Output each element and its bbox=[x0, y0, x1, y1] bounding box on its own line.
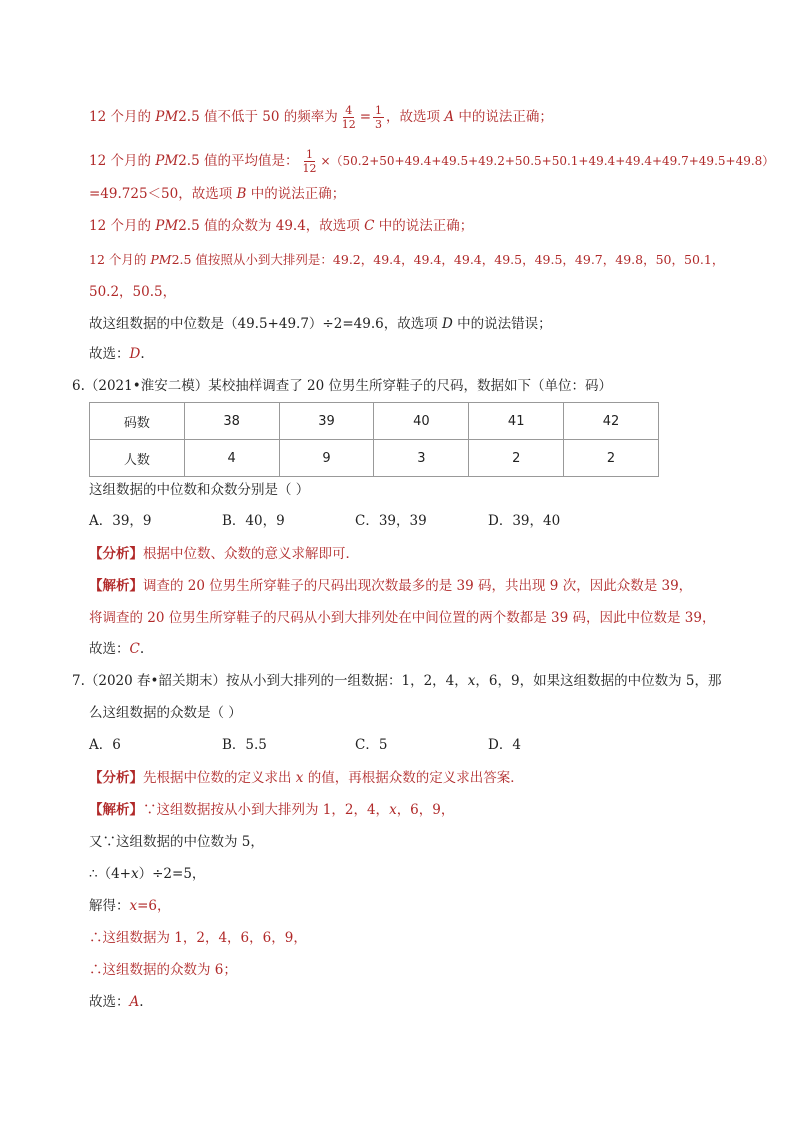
q7-analysis bbox=[89, 768, 524, 788]
text: ，6，9， bbox=[396, 802, 455, 818]
text: =6， bbox=[137, 898, 171, 914]
q7-answer bbox=[89, 992, 144, 1012]
q7-title-line-2 bbox=[89, 703, 242, 723]
q5-solution-line-6 bbox=[89, 282, 176, 302]
option-d: D．4 bbox=[488, 737, 521, 753]
text: 么这组数据的众数是（ ） bbox=[89, 705, 242, 721]
q7-solution-line-2 bbox=[89, 832, 264, 852]
table-cell: 42 bbox=[564, 403, 659, 440]
table-row bbox=[90, 440, 659, 477]
text: 将调查的 20 位男生所穿鞋子的尺码从小到大排列处在中间位置的两个数都是 39 码，因此中位数是 39， bbox=[89, 610, 716, 626]
table-cell: 41 bbox=[469, 403, 564, 440]
equals-sign: = bbox=[359, 109, 372, 125]
text: 12 个月的 bbox=[89, 252, 151, 267]
text: 2.5 值的平均值是： bbox=[178, 153, 299, 169]
q5-solution-line-4 bbox=[89, 216, 473, 236]
denominator: 12 bbox=[341, 118, 356, 131]
q7-solution-line-5 bbox=[89, 928, 307, 948]
q5-answer bbox=[89, 344, 145, 364]
text: 12 个月的 bbox=[89, 109, 156, 125]
text: ∴这组数据为 1，2，4，6，6，9， bbox=[89, 930, 307, 946]
text: 的值，再根据众数的定义求出答案． bbox=[303, 770, 524, 786]
fraction-4-12 bbox=[340, 104, 358, 131]
q7-solution-line-1 bbox=[89, 800, 454, 820]
text: 调查的 20 位男生所穿鞋子的尺码出现次数最多的是 39 码，共出现 9 次，因此众数是 39， bbox=[143, 578, 693, 594]
q6-solution-line-1 bbox=[89, 576, 692, 596]
answer-letter: A bbox=[129, 994, 140, 1010]
solution-tag: 【解析】 bbox=[89, 802, 143, 818]
text: 12 个月的 bbox=[89, 218, 156, 234]
text: 12 个月的 bbox=[89, 153, 156, 169]
option-a: A．39，9 bbox=[89, 513, 152, 529]
answer-letter: D bbox=[129, 346, 141, 362]
option-b: B．5.5 bbox=[222, 737, 267, 753]
text-pm: PM bbox=[155, 153, 179, 169]
text: 7.（2020 春•韶关期末）按从小到大排列的一组数据：1，2，4， bbox=[72, 673, 468, 689]
option-c: C．5 bbox=[355, 737, 388, 753]
denominator: 12 bbox=[302, 162, 317, 175]
text: ∵这组数据按从小到大排列为 1，2，4， bbox=[143, 802, 390, 818]
text: =49.725＜50，故选项 bbox=[89, 186, 237, 202]
analysis-tag: 【分析】 bbox=[89, 546, 143, 562]
text: 2.5 值不低于 50 的频率为 bbox=[178, 109, 338, 125]
table-cell: 人数 bbox=[90, 440, 185, 477]
text: ∴这组数据的众数为 6； bbox=[89, 962, 237, 978]
text: ，故选项 bbox=[386, 109, 445, 125]
text: . bbox=[139, 641, 145, 657]
option-letter: B bbox=[236, 186, 247, 202]
q7-solution-line-3 bbox=[89, 864, 205, 884]
text: 中的说法正确； bbox=[454, 109, 553, 125]
text: 先根据中位数的定义求出 bbox=[143, 770, 296, 786]
text: 中的说法错误； bbox=[452, 316, 552, 332]
table-cell: 39 bbox=[279, 403, 374, 440]
q6-question bbox=[89, 480, 309, 500]
q6-options bbox=[89, 511, 621, 531]
text-pm: PM bbox=[155, 218, 179, 234]
text: 故选： bbox=[89, 346, 130, 362]
text: 故选： bbox=[89, 641, 130, 657]
text: 这组数据的中位数和众数分别是（ ） bbox=[89, 482, 310, 498]
variable-x: x bbox=[467, 673, 476, 689]
fraction-1-3 bbox=[373, 104, 384, 131]
option-letter: A bbox=[444, 109, 455, 125]
q5-solution-line-5 bbox=[89, 250, 724, 270]
table-cell: 38 bbox=[184, 403, 279, 440]
numerator: 4 bbox=[345, 104, 353, 117]
text: 6.（2021•淮安二模）某校抽样调查了 20 位男生所穿鞋子的尺码，数据如下（单位：码） bbox=[72, 378, 612, 394]
q6-title bbox=[72, 376, 612, 396]
text-pm: PM bbox=[150, 252, 172, 267]
q7-solution-line-6 bbox=[89, 960, 237, 980]
q5-solution-line-2 bbox=[89, 148, 774, 175]
table-cell: 9 bbox=[279, 440, 374, 477]
table-cell: 2 bbox=[469, 440, 564, 477]
text: . bbox=[140, 346, 145, 362]
text: 故这组数据的中位数是（49.5+49.7）÷2=49.6，故选项 bbox=[89, 316, 442, 332]
table-row bbox=[90, 403, 659, 440]
q5-solution-line-1 bbox=[89, 104, 553, 131]
q6-answer bbox=[89, 639, 144, 659]
option-d: D．39，40 bbox=[488, 513, 561, 529]
q7-title-line-1 bbox=[72, 671, 721, 691]
text: 解得： bbox=[89, 898, 130, 914]
solution-tag: 【解析】 bbox=[89, 578, 143, 594]
text-pm: PM bbox=[155, 109, 179, 125]
fraction-1-12 bbox=[300, 148, 318, 175]
q7-solution-line-4 bbox=[89, 896, 171, 916]
q7-options bbox=[89, 735, 621, 755]
text: 2.5 值的众数为 49.4，故选项 bbox=[178, 218, 365, 234]
text: 根据中位数、众数的意义求解即可． bbox=[143, 546, 359, 562]
text: 中的说法正确； bbox=[246, 186, 346, 202]
option-letter: D bbox=[442, 316, 453, 332]
numerator: 1 bbox=[305, 148, 313, 161]
text: 中的说法正确； bbox=[374, 218, 474, 234]
table-cell: 40 bbox=[374, 403, 469, 440]
text: . bbox=[139, 994, 144, 1010]
table-cell: 2 bbox=[564, 440, 659, 477]
variable-x: x bbox=[131, 866, 139, 882]
text: 故选： bbox=[89, 994, 130, 1010]
answer-letter: C bbox=[129, 641, 140, 657]
text: ，6，9，如果这组数据的中位数为 5，那 bbox=[475, 673, 722, 689]
variable-x: x bbox=[295, 770, 304, 786]
denominator: 3 bbox=[375, 118, 383, 131]
q6-solution-line-2 bbox=[89, 608, 716, 628]
q5-solution-line-7 bbox=[89, 314, 552, 334]
option-c: C．39，39 bbox=[355, 513, 427, 529]
variable-x: x bbox=[129, 898, 138, 914]
q5-solution-line-3 bbox=[89, 184, 345, 204]
table-cell: 3 bbox=[374, 440, 469, 477]
option-letter: C bbox=[364, 218, 375, 234]
table-cell: 码数 bbox=[90, 403, 185, 440]
text: ×（50.2+50+49.4+49.5+49.2+50.5+50.1+49.4+49.4+49.7+49.5+49.8） bbox=[320, 154, 775, 168]
option-a: A．6 bbox=[89, 737, 121, 753]
option-b: B．40，9 bbox=[222, 513, 285, 529]
text: ）÷2=5， bbox=[138, 866, 206, 882]
variable-x: x bbox=[389, 802, 397, 818]
numerator: 1 bbox=[375, 104, 383, 117]
shoe-size-table bbox=[89, 402, 659, 477]
text: ∴（4+ bbox=[89, 866, 131, 882]
table-cell: 4 bbox=[184, 440, 279, 477]
analysis-tag: 【分析】 bbox=[89, 770, 143, 786]
text: 2.5 值按照从小到大排列是：49.2，49.4，49.4，49.4，49.5，49.5，49.7，49.8，50，50.1， bbox=[171, 252, 725, 267]
q6-analysis bbox=[89, 544, 359, 564]
text: 又∵这组数据的中位数为 5， bbox=[89, 834, 264, 850]
text: 50.2，50.5， bbox=[89, 284, 177, 300]
